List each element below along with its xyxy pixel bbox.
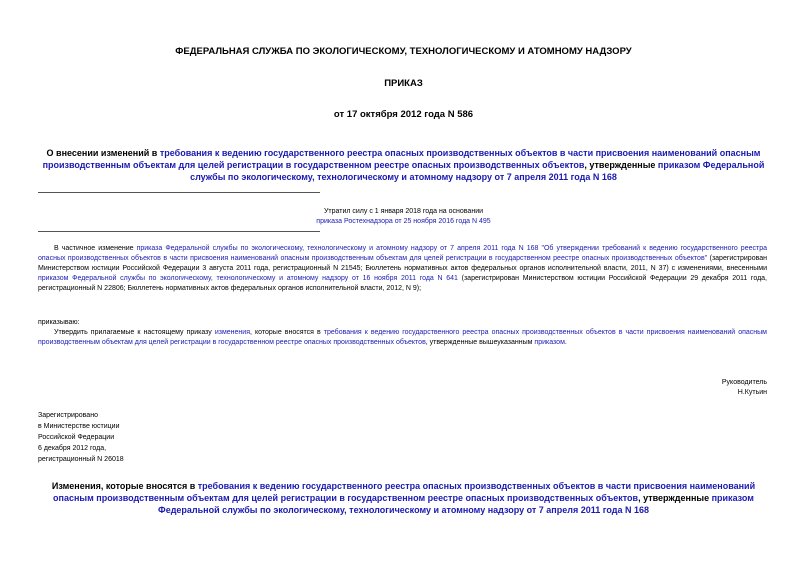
p2-link-order[interactable]: приказом xyxy=(534,339,565,346)
signature-block xyxy=(722,378,767,398)
changes-title-link-requirements[interactable]: требования к ведению государственного реестра опасных производственных объектов в части присвоения наименований опасным производственным объектам для целей регистрации в государственном реестре опасных производственных объектов xyxy=(53,481,756,503)
status-note xyxy=(160,207,647,227)
preamble-paragraph xyxy=(38,244,767,294)
changes-title-middle: , утвержденные xyxy=(638,493,712,503)
p1-prefix: В частичное изменение xyxy=(54,245,137,252)
approval-paragraph xyxy=(38,328,767,348)
title-link-order-168[interactable]: приказом Федеральной службы по экологическому, технологическому и атомному надзору от 7 апреля 2011 года N 168 xyxy=(190,160,765,182)
registration-line: в Министерстве юстиции xyxy=(38,423,120,430)
p1-link-order-168[interactable]: приказа Федеральной службы по экологическому, технологическому и атомному надзору от 7 апреля 2011 года N 168 "Об утверждении требований к ведению государственного реестра опасных производственных объектов в части присвоения наименований опасным производственным объектам для целей регистрации в государственном реестре опасных производственных объектов" xyxy=(38,245,767,262)
document-title xyxy=(40,147,767,183)
p2-link-changes[interactable]: изменения xyxy=(214,329,250,336)
divider-bottom xyxy=(38,231,320,232)
changes-title-prefix: Изменения, которые вносятся в xyxy=(51,481,198,491)
p2-middle-2: , утвержденные вышеуказанным xyxy=(425,339,535,346)
changes-title-link-order-168[interactable]: приказом Федеральной службы по экологическому, технологическому и атомному надзору от 7 апреля 2011 года N 168 xyxy=(158,493,754,515)
document-type: ПРИКАЗ xyxy=(384,78,423,89)
p2-link-requirements[interactable]: требования к ведению государственного реестра опасных производственных объектов в части присвоения наименований опасным производственным объектам для целей регистрации в государственном реестре опасных производственных объектов xyxy=(38,329,767,346)
status-link-order-495[interactable]: приказа Ростехнадзора от 25 ноября 2016 года N 495 xyxy=(316,218,491,225)
p1-middle: (зарегистрирован Министерством юстиции Российской Федерации 3 августа 2011 года, регистрационный N 21545; Бюллетень нормативных актов федеральных органов исполнительной власти, 2011, N 37) с изменениями, внесенными xyxy=(38,255,767,272)
p1-suffix: (зарегистрирован Министерством юстиции Российской Федерации 29 декабря 2011 года, регистрационный N 22806; Бюллетень нормативных актов федеральных органов исполнительной власти, 2012, N 9); xyxy=(38,275,767,292)
changes-title xyxy=(40,480,767,516)
registration-line: Российской Федерации xyxy=(38,434,115,441)
title-link-requirements[interactable]: требования к ведению государственного реестра опасных производственных объектов в части присвоения наименований опасным производственным объектам для целей регистрации в государственном реестре опасных производственных объектов xyxy=(42,148,761,170)
p1-link-order-641[interactable]: приказом Федеральной службы по экологическому, технологическому и атомному надзору от 16 ноября 2011 года N 641 xyxy=(38,275,458,282)
signature-name: Н.Кутьин xyxy=(737,389,767,396)
agency-header: ФЕДЕРАЛЬНАЯ СЛУЖБА ПО ЭКОЛОГИЧЕСКОМУ, ТЕХНОЛОГИЧЕСКОМУ И АТОМНОМУ НАДЗОРУ xyxy=(175,46,632,57)
p2-middle-1: , которые вносятся в xyxy=(250,329,324,336)
registration-block xyxy=(38,410,124,465)
document-date-number: от 17 октября 2012 года N 586 xyxy=(333,109,474,120)
title-middle: , утвержденные xyxy=(584,160,658,170)
signature-position: Руководитель xyxy=(721,379,767,386)
status-line: Утратил силу с 1 января 2018 года на основании xyxy=(323,208,484,215)
p2-end: . xyxy=(564,339,567,346)
divider-top xyxy=(38,192,320,193)
registration-line: Зарегистрировано xyxy=(38,412,98,419)
registration-line: 6 декабря 2012 года, xyxy=(38,445,107,452)
p2-prefix: Утвердить прилагаемые к настоящему приказу xyxy=(54,329,215,336)
title-prefix: О внесении изменений в xyxy=(46,148,160,158)
registration-line: регистрационный N 26018 xyxy=(38,456,124,463)
orders-word: приказываю: xyxy=(38,319,80,326)
